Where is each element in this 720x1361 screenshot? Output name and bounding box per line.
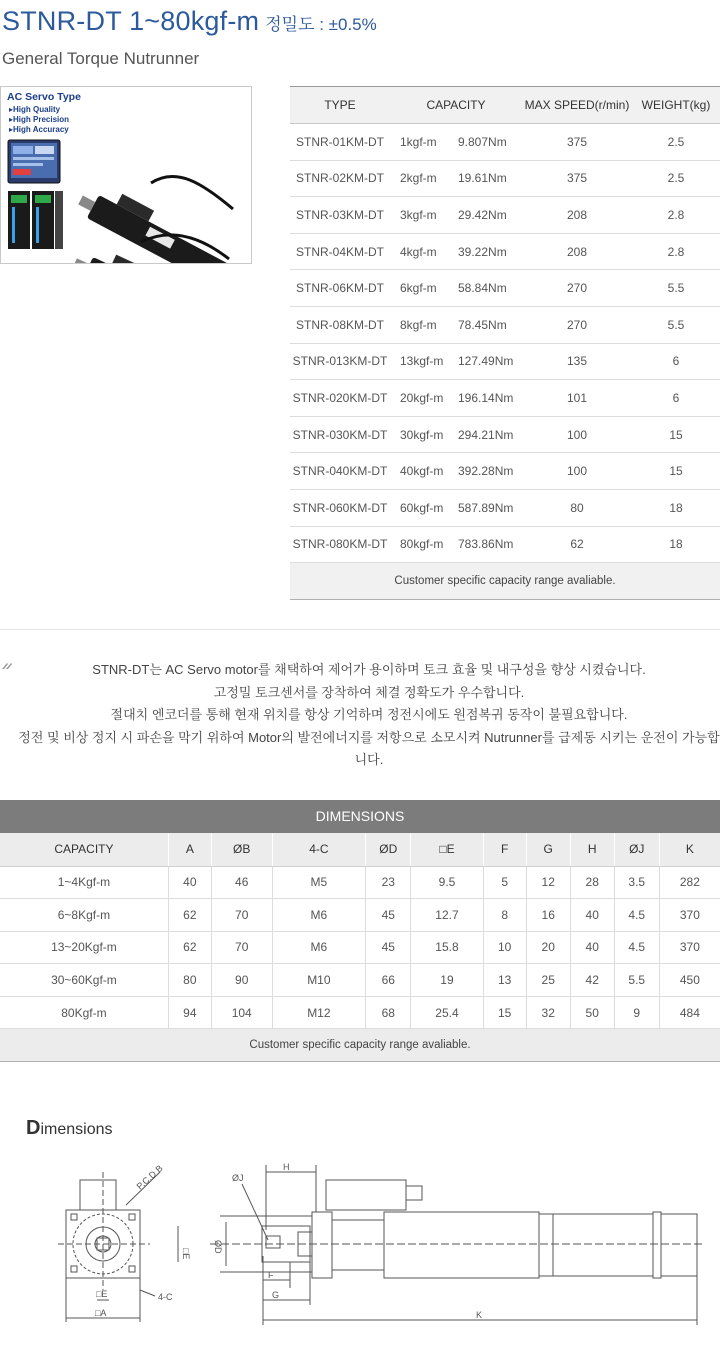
spec-header-row — [290, 87, 720, 124]
spec-row — [290, 380, 720, 417]
feature-item: ▸ High Precision — [9, 115, 69, 125]
dimensions-value-cell: 484 — [659, 996, 720, 1029]
capacity-nm: 9.807Nm — [458, 134, 507, 149]
spec-weight-cell: 6 — [632, 343, 720, 380]
dimensions-col-header: K — [659, 833, 720, 866]
capacity-nm: 29.42Nm — [458, 207, 507, 222]
dimensions-value-cell: M10 — [272, 964, 366, 997]
label-h: H — [283, 1162, 290, 1172]
dimensions-value-cell: 3.5 — [614, 866, 659, 899]
dimensions-col-header: CAPACITY — [0, 833, 168, 866]
capacity-kgf: 20kgf-m — [400, 390, 444, 405]
product-title: STNR-DT 1~80kgf-m — [2, 6, 260, 36]
spec-speed-cell: 80 — [522, 489, 632, 526]
spec-row — [290, 160, 720, 197]
spec-weight-cell: 2.5 — [632, 124, 720, 161]
spec-footer-note: Customer specific capacity range avaliable. — [290, 563, 720, 600]
dimensions-value-cell: 370 — [659, 899, 720, 932]
label-e-right: □E — [181, 1248, 191, 1260]
spec-row — [290, 453, 720, 490]
dimensions-col-header: □E — [411, 833, 483, 866]
spec-weight-cell: 15 — [632, 416, 720, 453]
spec-capacity-cell — [390, 306, 522, 343]
section-divider — [0, 629, 720, 630]
spec-weight-cell: 18 — [632, 526, 720, 563]
dimensions-col-header: ØB — [211, 833, 272, 866]
dimensions-title: DIMENSIONS — [0, 800, 720, 833]
drawing-title-initial: D — [26, 1117, 41, 1139]
dimensions-capacity-cell: 6~8Kgf-m — [0, 899, 168, 932]
spec-capacity-cell — [390, 416, 522, 453]
dimensions-value-cell: 25.4 — [411, 996, 483, 1029]
dimensions-value-cell: 9 — [614, 996, 659, 1029]
label-g: G — [272, 1290, 280, 1300]
spec-speed-cell: 375 — [522, 160, 632, 197]
dimensions-row — [0, 866, 720, 899]
spec-type-cell: STNR-040KM-DT — [290, 453, 390, 490]
dimensions-value-cell: 66 — [366, 964, 411, 997]
dimensions-value-cell: 62 — [168, 931, 211, 964]
dimensions-value-cell: 80 — [168, 964, 211, 997]
description-line: 절대치 엔코더를 통해 현재 위치를 항상 기억하며 정전시에도 원점복귀 동작이 불필요합니다. — [110, 707, 628, 722]
spec-capacity-cell — [390, 233, 522, 270]
spec-type-cell: STNR-060KM-DT — [290, 489, 390, 526]
dimensions-col-header: F — [483, 833, 526, 866]
dimensions-value-cell: 70 — [211, 931, 272, 964]
spec-type-cell: STNR-04KM-DT — [290, 233, 390, 270]
spec-capacity-cell — [390, 197, 522, 234]
dimensions-col-header: ØD — [366, 833, 411, 866]
dimensions-value-cell: 68 — [366, 996, 411, 1029]
spec-weight-cell: 2.8 — [632, 197, 720, 234]
capacity-nm: 58.84Nm — [458, 281, 507, 296]
spec-speed-cell: 135 — [522, 343, 632, 380]
capacity-kgf: 4kgf-m — [400, 244, 437, 259]
spec-type-cell: STNR-08KM-DT — [290, 306, 390, 343]
spec-type-cell: STNR-080KM-DT — [290, 526, 390, 563]
spec-weight-cell: 2.5 — [632, 160, 720, 197]
description-line: 정전 및 비상 정지 시 파손을 막기 위하여 Motor의 발전에너지를 저항으로 소모시켜 Nutrunner를 급제동 시키는 운전이 가능합니다. — [18, 729, 720, 767]
spec-weight-cell: 15 — [632, 453, 720, 490]
spec-capacity-cell — [390, 160, 522, 197]
dimensions-value-cell: 45 — [366, 899, 411, 932]
label-f: F — [268, 1270, 274, 1280]
dimensions-value-cell: M6 — [272, 931, 366, 964]
dimensions-value-cell: 28 — [570, 866, 614, 899]
spec-type-cell: STNR-03KM-DT — [290, 197, 390, 234]
capacity-nm: 127.49Nm — [458, 354, 514, 369]
product-image — [0, 86, 252, 264]
dimensions-value-cell: 25 — [526, 964, 570, 997]
spec-row — [290, 489, 720, 526]
spec-row — [290, 270, 720, 307]
dimensions-table — [0, 833, 720, 1062]
spec-weight-cell: 5.5 — [632, 306, 720, 343]
dimensions-value-cell: 94 — [168, 996, 211, 1029]
dimensions-value-cell: 40 — [168, 866, 211, 899]
dimensions-footer-note: Customer specific capacity range avaliable. — [0, 1029, 720, 1062]
capacity-nm: 392.28Nm — [458, 464, 514, 479]
dimensions-value-cell: 40 — [570, 931, 614, 964]
spec-row — [290, 526, 720, 563]
col-header-max-speed: MAX SPEED(r/min) — [522, 87, 632, 124]
spec-weight-cell: 6 — [632, 380, 720, 417]
dimensions-capacity-cell: 80Kgf-m — [0, 996, 168, 1029]
dimensions-value-cell: 104 — [211, 996, 272, 1029]
feature-item: ▸ High Accuracy — [9, 125, 69, 135]
spec-capacity-cell — [390, 270, 522, 307]
capacity-kgf: 80kgf-m — [400, 537, 444, 552]
spec-weight-cell: 18 — [632, 489, 720, 526]
capacity-kgf: 6kgf-m — [400, 281, 437, 296]
dimensions-value-cell: 282 — [659, 866, 720, 899]
label-c: 4-C — [158, 1292, 173, 1302]
drawing-title-rest: imensions — [40, 1121, 113, 1138]
dimensions-col-header: ØJ — [614, 833, 659, 866]
dimensions-value-cell: 23 — [366, 866, 411, 899]
dimensions-value-cell: 40 — [570, 899, 614, 932]
dimensions-value-cell: M6 — [272, 899, 366, 932]
label-k: K — [476, 1310, 483, 1320]
page-subtitle: General Torque Nutrunner — [2, 49, 200, 68]
dimensions-value-cell: 32 — [526, 996, 570, 1029]
dimensions-capacity-cell: 13~20Kgf-m — [0, 931, 168, 964]
accuracy-label: 정밀도 : ±0.5% — [265, 15, 377, 34]
dimensions-value-cell: 70 — [211, 899, 272, 932]
dimensions-col-header: H — [570, 833, 614, 866]
spec-type-cell: STNR-020KM-DT — [290, 380, 390, 417]
product-illustration — [1, 87, 252, 264]
spec-capacity-cell — [390, 453, 522, 490]
capacity-nm: 78.45Nm — [458, 317, 507, 332]
spec-row — [290, 233, 720, 270]
spec-type-cell: STNR-030KM-DT — [290, 416, 390, 453]
spec-speed-cell: 208 — [522, 197, 632, 234]
dimensions-value-cell: 15 — [483, 996, 526, 1029]
dimension-drawing — [0, 1110, 720, 1361]
capacity-kgf: 30kgf-m — [400, 427, 444, 442]
dimensions-value-cell: 8 — [483, 899, 526, 932]
description-line: 고정밀 토크센서를 장착하여 체결 정확도가 우수합니다. — [213, 684, 525, 700]
spec-speed-cell: 375 — [522, 124, 632, 161]
dimensions-value-cell: 370 — [659, 931, 720, 964]
spec-capacity-cell — [390, 489, 522, 526]
dimensions-value-cell: M5 — [272, 866, 366, 899]
dimensions-value-cell: 5 — [483, 866, 526, 899]
servo-type-badge: AC Servo Type — [7, 91, 81, 103]
page-title — [2, 6, 377, 46]
spec-capacity-cell — [390, 380, 522, 417]
capacity-kgf: 40kgf-m — [400, 464, 444, 479]
capacity-kgf: 60kgf-m — [400, 500, 444, 515]
dimensions-col-header: G — [526, 833, 570, 866]
dimensions-value-cell: 90 — [211, 964, 272, 997]
dimensions-value-cell: 16 — [526, 899, 570, 932]
dimensions-value-cell: 13 — [483, 964, 526, 997]
spec-type-cell: STNR-013KM-DT — [290, 343, 390, 380]
dimensions-value-cell: 9.5 — [411, 866, 483, 899]
capacity-nm: 587.89Nm — [458, 500, 514, 515]
spec-row — [290, 124, 720, 161]
dimensions-row — [0, 996, 720, 1029]
label-a: □A — [95, 1308, 107, 1318]
dimensions-header-row — [0, 833, 720, 866]
dimensions-value-cell: 4.5 — [614, 899, 659, 932]
col-header-capacity: CAPACITY — [390, 87, 522, 124]
spec-row — [290, 306, 720, 343]
dimensions-value-cell: M12 — [272, 996, 366, 1029]
dimensions-capacity-cell: 1~4Kgf-m — [0, 866, 168, 899]
capacity-kgf: 13kgf-m — [400, 354, 444, 369]
dimensions-col-header: 4-C — [272, 833, 366, 866]
dimensions-value-cell: 19 — [411, 964, 483, 997]
spec-capacity-cell — [390, 343, 522, 380]
capacity-kgf: 2kgf-m — [400, 171, 437, 186]
dimensions-capacity-cell: 30~60Kgf-m — [0, 964, 168, 997]
spec-capacity-cell — [390, 124, 522, 161]
label-d: ØD — [213, 1240, 223, 1254]
dimensions-value-cell: 62 — [168, 899, 211, 932]
spec-speed-cell: 270 — [522, 270, 632, 307]
dimensions-value-cell: 15.8 — [411, 931, 483, 964]
label-j: ØJ — [232, 1173, 244, 1183]
spec-table — [290, 86, 720, 600]
spec-speed-cell: 270 — [522, 306, 632, 343]
capacity-nm: 294.21Nm — [458, 427, 514, 442]
spec-weight-cell: 2.8 — [632, 233, 720, 270]
dimensions-col-header: A — [168, 833, 211, 866]
dimensions-value-cell: 450 — [659, 964, 720, 997]
dimensions-value-cell: 45 — [366, 931, 411, 964]
capacity-nm: 19.61Nm — [458, 171, 507, 186]
spec-type-cell: STNR-01KM-DT — [290, 124, 390, 161]
label-pcd: P.C.D B — [134, 1163, 165, 1192]
capacity-nm: 39.22Nm — [458, 244, 507, 259]
spec-speed-cell: 208 — [522, 233, 632, 270]
spec-weight-cell: 5.5 — [632, 270, 720, 307]
label-e-bottom: □E — [96, 1289, 108, 1299]
description-line: STNR-DT는 AC Servo motor를 채택하여 제어가 용이하며 토크 효율 및 내구성을 향상 시켰습니다. — [92, 662, 646, 677]
dimensions-value-cell: 5.5 — [614, 964, 659, 997]
capacity-nm: 196.14Nm — [458, 390, 514, 405]
capacity-nm: 783.86Nm — [458, 537, 514, 552]
capacity-kgf: 1kgf-m — [400, 134, 437, 149]
col-header-type: TYPE — [290, 87, 390, 124]
spec-speed-cell: 101 — [522, 380, 632, 417]
capacity-kgf: 8kgf-m — [400, 317, 437, 332]
dimensions-row — [0, 931, 720, 964]
dimensions-row — [0, 964, 720, 997]
product-description — [18, 659, 720, 772]
spec-type-cell: STNR-02KM-DT — [290, 160, 390, 197]
dimensions-value-cell: 20 — [526, 931, 570, 964]
dimensions-value-cell: 4.5 — [614, 931, 659, 964]
dimensions-value-cell: 46 — [211, 866, 272, 899]
spec-speed-cell: 100 — [522, 416, 632, 453]
quote-mark-icon — [2, 662, 12, 670]
dimensions-value-cell: 12 — [526, 866, 570, 899]
spec-speed-cell: 100 — [522, 453, 632, 490]
spec-row — [290, 343, 720, 380]
spec-speed-cell: 62 — [522, 526, 632, 563]
dimensions-value-cell: 42 — [570, 964, 614, 997]
feature-item: ▸ High Quality — [9, 105, 69, 115]
dimensions-value-cell: 12.7 — [411, 899, 483, 932]
spec-row — [290, 416, 720, 453]
dimensions-value-cell: 10 — [483, 931, 526, 964]
spec-capacity-cell — [390, 526, 522, 563]
spec-type-cell: STNR-06KM-DT — [290, 270, 390, 307]
dimensions-value-cell: 50 — [570, 996, 614, 1029]
spec-row — [290, 197, 720, 234]
col-header-weight: WEIGHT(kg) — [632, 87, 720, 124]
dimensions-row — [0, 899, 720, 932]
capacity-kgf: 3kgf-m — [400, 207, 437, 222]
